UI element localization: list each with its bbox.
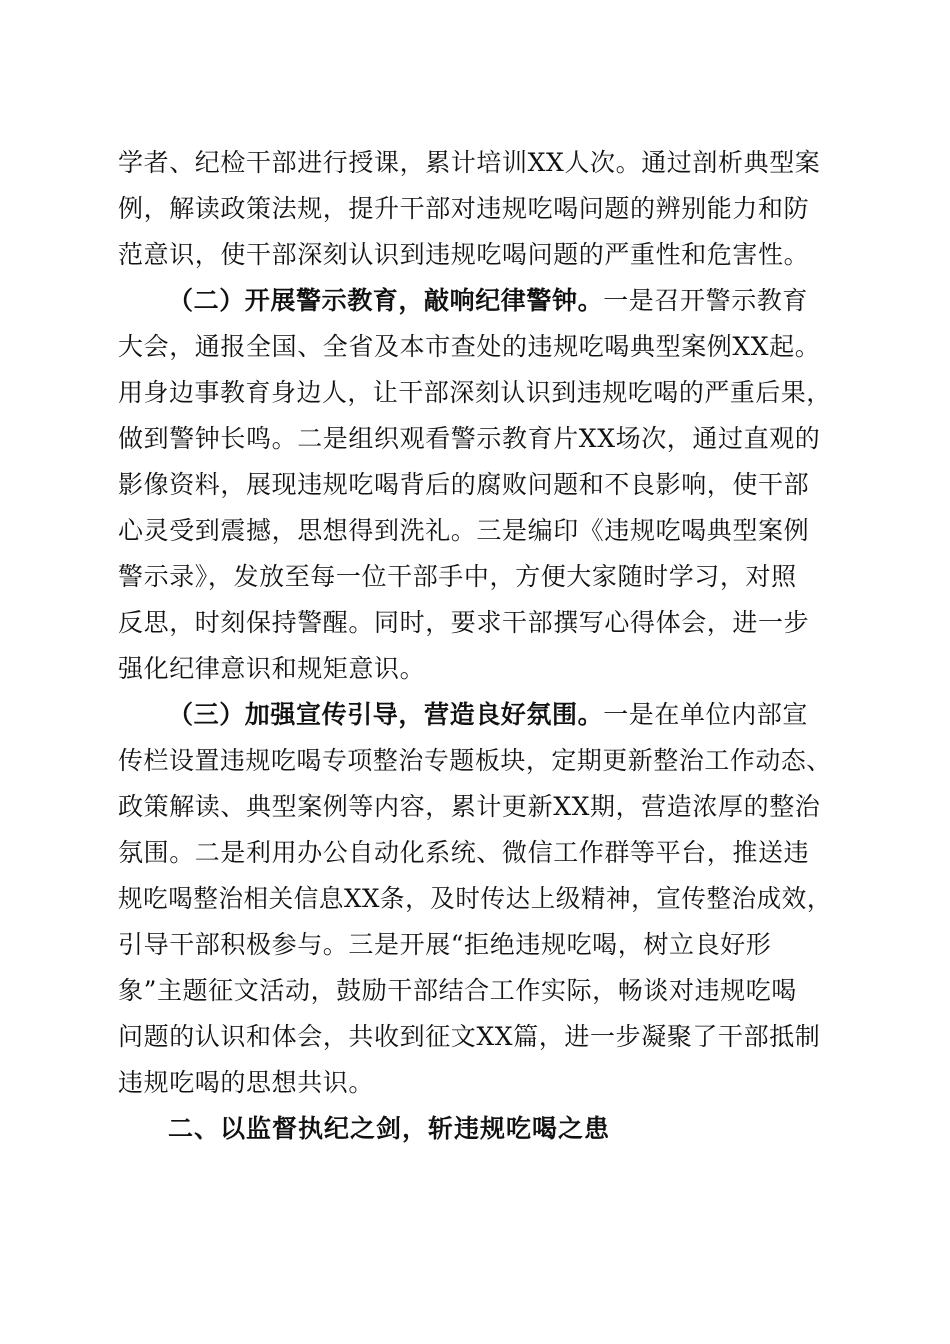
section-heading: 二、以监督执纪之剑，斩违规吃喝之患 <box>168 1114 611 1143</box>
paragraph-2-subheading: （二）开展警示教育，敲响纪律警钟。 <box>168 286 604 315</box>
paragraph-3-line-2: 传栏设置违规吃喝专项整治专题板块，定期更新整治工作动态、 <box>118 746 832 775</box>
paragraph-2-line-8: 反思，时刻保持警醒。同时，要求干部撰写心得体会，进一步 <box>118 608 810 637</box>
paragraph-2-line-4: 做到警钟长鸣。二是组织观看警示教育片XX场次，通过直观的 <box>118 424 821 453</box>
paragraph-2-line-6: 心灵受到震撼，思想得到洗礼。三是编印《违规吃喝典型案例 <box>118 516 810 545</box>
paragraph-3-line-9: 违规吃喝的思想共识。 <box>118 1068 375 1097</box>
paragraph-3-line-8: 问题的认识和体会，共收到征文XX篇，进一步凝聚了干部抵制 <box>118 1022 821 1051</box>
paragraph-3-subheading: （三）加强宣传引导，营造良好氛围。 <box>168 700 604 729</box>
paragraph-3-line-7: 象”主题征文活动，鼓励干部结合工作实际，畅谈对违规吃喝 <box>118 976 797 1005</box>
paragraph-3-line-6: 引导干部积极参与。三是开展“拒绝违规吃喝，树立良好形 <box>118 930 772 959</box>
paragraph-1-line-3: 范意识，使干部深刻认识到违规吃喝问题的严重性和危害性。 <box>118 240 810 269</box>
paragraph-2-line-7: 警示录》，发放至每一位干部手中，方便大家随时学习，对照 <box>118 562 797 591</box>
paragraph-3-line-5: 规吃喝整治相关信息XX条，及时传达上级精神，宣传整治成效， <box>118 884 832 913</box>
paragraph-3-line-3: 政策解读、典型案例等内容，累计更新XX期，营造浓厚的整治 <box>118 792 821 821</box>
paragraph-3-first-line <box>168 699 808 731</box>
paragraph-1-line-2: 例，解读政策法规，提升干部对违规吃喝问题的辨别能力和防 <box>118 194 810 223</box>
paragraph-3-first-line-rest: 一是在单位内部宣 <box>603 700 809 729</box>
paragraph-2-line-5: 影像资料，展现违规吃喝背后的腐败问题和不良影响，使干部 <box>118 470 810 499</box>
paragraph-1-line-1: 学者、纪检干部进行授课，累计培训XX人次。通过剖析典型案 <box>118 148 821 177</box>
paragraph-2-line-2: 大会，通报全国、全省及本市查处的违规吃喝典型案例XX起。 <box>118 332 821 361</box>
paragraph-2-first-line-rest: 一是召开警示教育 <box>603 286 809 315</box>
paragraph-2-line-9: 强化纪律意识和规矩意识。 <box>118 654 426 683</box>
paragraph-2-first-line <box>168 285 808 317</box>
paragraph-3-line-4: 氛围。二是利用办公自动化系统、微信工作群等平台，推送违 <box>118 838 810 867</box>
paragraph-2-line-3: 用身边事教育身边人，让干部深刻认识到违规吃喝的严重后果， <box>118 378 832 407</box>
